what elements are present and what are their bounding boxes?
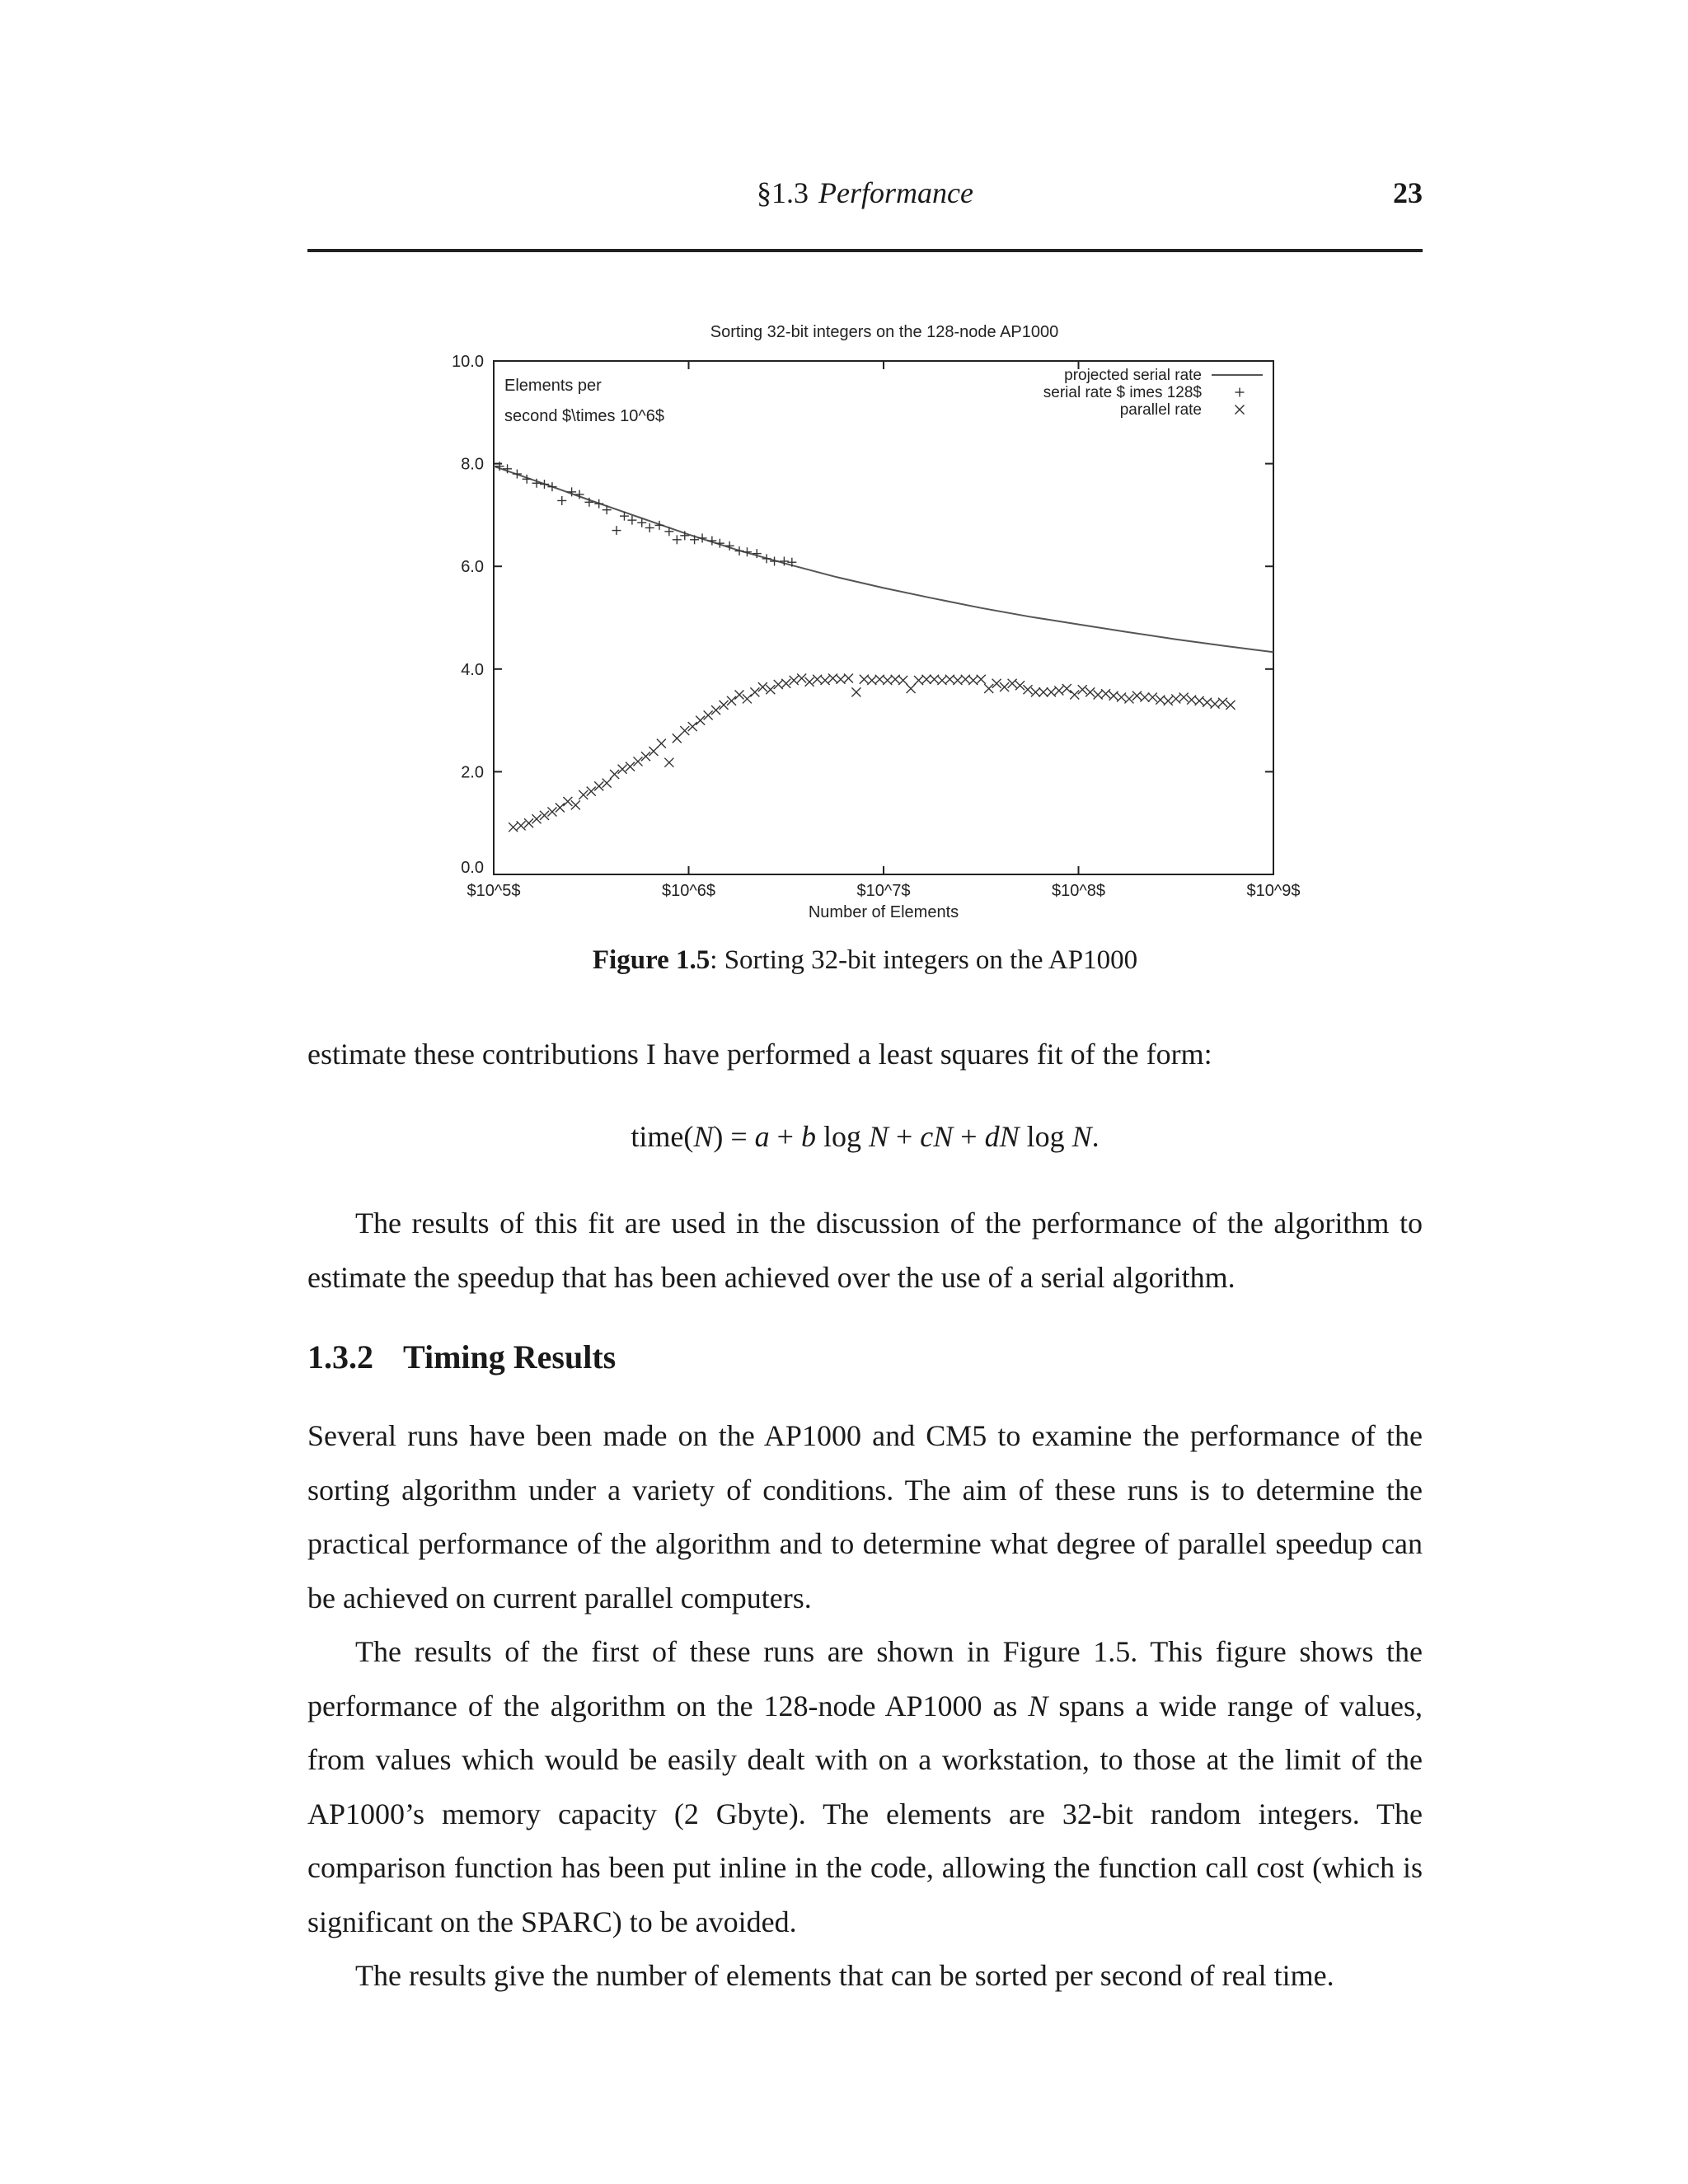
figure-caption xyxy=(307,945,1423,976)
parallel-rate-point xyxy=(641,752,650,761)
parallel-rate-point xyxy=(1031,687,1040,696)
subsection-title: Timing Results xyxy=(403,1338,617,1376)
y-tick-label: 2.0 xyxy=(461,763,484,782)
parallel-rate-point xyxy=(797,674,806,683)
eq-end: . xyxy=(1091,1120,1100,1153)
parallel-rate-point xyxy=(1140,693,1149,702)
parallel-rate-point xyxy=(1117,693,1126,702)
serial-rate-point xyxy=(557,496,566,505)
parallel-rate-point xyxy=(696,716,705,725)
subsection-heading xyxy=(307,1338,616,1376)
y-tick-label: 6.0 xyxy=(461,558,484,577)
section-title: Performance xyxy=(818,176,973,209)
parallel-rate-point xyxy=(1211,700,1220,709)
parallel-rate-point xyxy=(1203,698,1212,707)
x-tick-label: $10^8$ xyxy=(1052,882,1105,900)
parallel-rate-point xyxy=(781,679,790,688)
paragraph-first-runs xyxy=(307,1625,1423,1950)
parallel-rate-point xyxy=(540,811,549,820)
figure-label: Figure 1.5 xyxy=(592,945,710,975)
parallel-rate-point xyxy=(851,687,860,696)
parallel-rate-point xyxy=(1078,685,1087,694)
parallel-rate-point xyxy=(790,676,799,685)
x-tick-label: $10^6$ xyxy=(662,882,715,900)
parallel-rate-point xyxy=(992,679,1001,688)
serial-rate-point xyxy=(743,547,752,556)
serial-rate-point xyxy=(715,539,724,548)
parallel-rate-point xyxy=(844,674,853,683)
paragraph-first-runs-var: N xyxy=(1028,1689,1048,1722)
subsection-number: 1.3.2 xyxy=(307,1338,373,1376)
parallel-rate-point xyxy=(1179,693,1189,702)
parallel-rate-point xyxy=(1062,684,1071,693)
parallel-rate-point xyxy=(618,765,627,774)
eq-lhs-close: ) = xyxy=(713,1120,755,1153)
parallel-rate-point xyxy=(657,739,666,748)
parallel-rate-point xyxy=(750,687,759,696)
paragraph-first-runs-a: The results of the first of these runs are shown in Figure 1.5. This figure shows the performance of the algorithm on the 128-node AP1000 as xyxy=(307,1635,1423,1722)
parallel-rate-point xyxy=(1148,693,1157,702)
parallel-rate-point xyxy=(984,684,993,693)
parallel-rate-point xyxy=(594,781,603,790)
parallel-rate-point xyxy=(1218,698,1227,707)
serial-rate-point xyxy=(673,535,682,544)
chart-legend xyxy=(1043,367,1263,419)
parallel-rate-point xyxy=(1047,687,1056,696)
series-layer xyxy=(494,462,1273,832)
serial-rate-point xyxy=(734,546,743,555)
parallel-rate-point xyxy=(1236,405,1245,415)
parallel-rate-point xyxy=(610,770,619,779)
eq-lhs-var: N xyxy=(693,1120,714,1153)
legend-label: serial rate $ imes 128$ xyxy=(1043,384,1202,401)
x-ticks xyxy=(467,361,1301,900)
eq-plus1: + xyxy=(769,1120,801,1153)
serial-rate-point xyxy=(770,556,779,565)
parallel-rate-point xyxy=(1054,686,1063,695)
parallel-rate-point xyxy=(711,705,720,715)
parallel-rate-point xyxy=(898,676,907,685)
parallel-rate-point xyxy=(509,823,518,832)
y-tick-label: 10.0 xyxy=(452,353,484,371)
running-header xyxy=(307,169,1423,218)
parallel-rate-point xyxy=(1000,682,1009,691)
eq-a: a xyxy=(754,1120,770,1153)
parallel-rate-point xyxy=(587,787,596,796)
parallel-rate-point xyxy=(1101,689,1110,698)
serial-rate-point xyxy=(540,480,549,489)
eq-n1: N xyxy=(868,1120,889,1153)
parallel-rate-point xyxy=(1008,679,1017,688)
chart-title: Sorting 32-bit integers on the 128-node AP1000 xyxy=(710,323,1059,341)
serial-rate-point xyxy=(707,537,716,546)
y-tick-label: 4.0 xyxy=(461,660,484,679)
parallel-rate-point xyxy=(563,797,572,806)
section-number: §1.3 xyxy=(757,176,809,209)
parallel-rate-point xyxy=(1164,696,1173,705)
y-axis-label-line1: Elements per xyxy=(504,377,602,395)
parallel-rate-point xyxy=(1226,701,1235,710)
y-axis-label-line2: second $\times 10^6$ xyxy=(504,407,664,425)
parallel-rate-point xyxy=(1039,687,1048,696)
parallel-rate-point xyxy=(922,675,931,684)
parallel-rate-point xyxy=(579,790,588,799)
serial-rate-point xyxy=(612,526,621,535)
parallel-rate-point xyxy=(626,762,635,771)
plot-frame xyxy=(494,361,1273,874)
eq-n3: N xyxy=(999,1120,1020,1153)
parallel-rate-point xyxy=(1195,696,1204,705)
parallel-rate-point xyxy=(977,675,986,684)
paragraph-first-runs-b: spans a wide range of values, from values which would be easily dealt with on a workstation, to those at the limit of the AP1000’s memory capacity (2 Gbyte). The elements are 32-bit random integers. The comparison function has been put inline in the code, allowing the function call cost (which is significant on the SPARC) to be avoided. xyxy=(307,1689,1423,1938)
legend-label: parallel rate xyxy=(1119,401,1202,419)
parallel-rate-point xyxy=(758,682,767,691)
eq-n2: N xyxy=(933,1120,954,1153)
parallel-rate-point xyxy=(1085,687,1095,696)
equation-time-fit xyxy=(307,1119,1423,1154)
eq-c: c xyxy=(920,1120,934,1153)
parallel-rate-point xyxy=(1171,694,1180,703)
figure-chart xyxy=(437,317,1327,931)
serial-rate-point xyxy=(547,482,556,491)
parallel-rate-point xyxy=(649,747,658,756)
parallel-rate-point xyxy=(704,710,713,719)
parallel-rate-point xyxy=(1109,691,1118,701)
eq-d: d xyxy=(984,1120,1000,1153)
serial-rate-point xyxy=(698,533,707,542)
paragraph-estimate: estimate these contributions I have performed a least squares fit of the form: xyxy=(307,1038,1212,1071)
serial-rate-point xyxy=(645,523,654,532)
figure-caption-text: : Sorting 32-bit integers on the AP1000 xyxy=(710,945,1138,975)
eq-log1: log xyxy=(815,1120,869,1153)
parallel-rate-point xyxy=(571,800,580,809)
parallel-rate-point xyxy=(664,758,673,767)
serial-rate-point xyxy=(1236,388,1245,397)
parallel-rate-point xyxy=(1132,691,1142,701)
eq-plus2: + xyxy=(888,1120,921,1153)
parallel-rate-point xyxy=(766,685,775,694)
x-tick-label: $10^7$ xyxy=(856,882,911,900)
x-tick-label: $10^9$ xyxy=(1246,882,1301,900)
serial-rate-point xyxy=(627,516,636,525)
y-ticks xyxy=(452,353,1273,877)
parallel-rate-point xyxy=(673,733,682,743)
eq-b: b xyxy=(800,1120,816,1153)
y-tick-label: 8.0 xyxy=(461,455,484,474)
eq-log2: log xyxy=(1019,1120,1072,1153)
parallel-rate-point xyxy=(1070,690,1079,699)
x-axis-label: Number of Elements xyxy=(808,903,959,921)
eq-n4: N xyxy=(1071,1120,1092,1153)
legend-label: projected serial rate xyxy=(1064,367,1202,384)
header-rule xyxy=(307,249,1423,252)
eq-plus3: + xyxy=(953,1120,985,1153)
y-tick-label: 0.0 xyxy=(461,859,484,877)
serial-rate-point xyxy=(690,535,699,544)
page-number: 23 xyxy=(1393,176,1423,209)
paragraph-several-runs: Several runs have been made on the AP1000 and CM5 to examine the performance of the sorting algorithm under a variety of conditions. The aim of these runs is to determine the practical performance of the algorithm and to determine what degree of parallel speedup can be achieved on current parallel computers. xyxy=(307,1419,1423,1615)
parallel-rate-point xyxy=(1124,694,1133,703)
parallel-rate-point xyxy=(634,757,643,766)
serial-rate-point xyxy=(513,470,522,479)
serial-rate-point xyxy=(594,499,603,509)
projected-serial-rate-line xyxy=(494,466,1273,653)
serial-rate-point xyxy=(762,554,771,563)
parallel-rate-point xyxy=(907,684,916,693)
x-tick-label: $10^5$ xyxy=(467,882,521,900)
parallel-rate-point xyxy=(517,821,526,830)
eq-lhs-func: time( xyxy=(631,1120,694,1153)
parallel-rate-point xyxy=(603,779,612,788)
serial-rate-point xyxy=(655,521,664,530)
parallel-rate-point xyxy=(821,676,830,685)
paragraph-results-give: The results give the number of elements that can be sorted per second of real time. xyxy=(355,1959,1334,1992)
parallel-rate-point xyxy=(805,677,814,687)
paragraph-fit-results: The results of this fit are used in the discussion of the performance of the algorithm to estimate the speedup that has been achieved over the use of a serial algorithm. xyxy=(307,1207,1423,1294)
running-header-section xyxy=(307,176,1423,210)
